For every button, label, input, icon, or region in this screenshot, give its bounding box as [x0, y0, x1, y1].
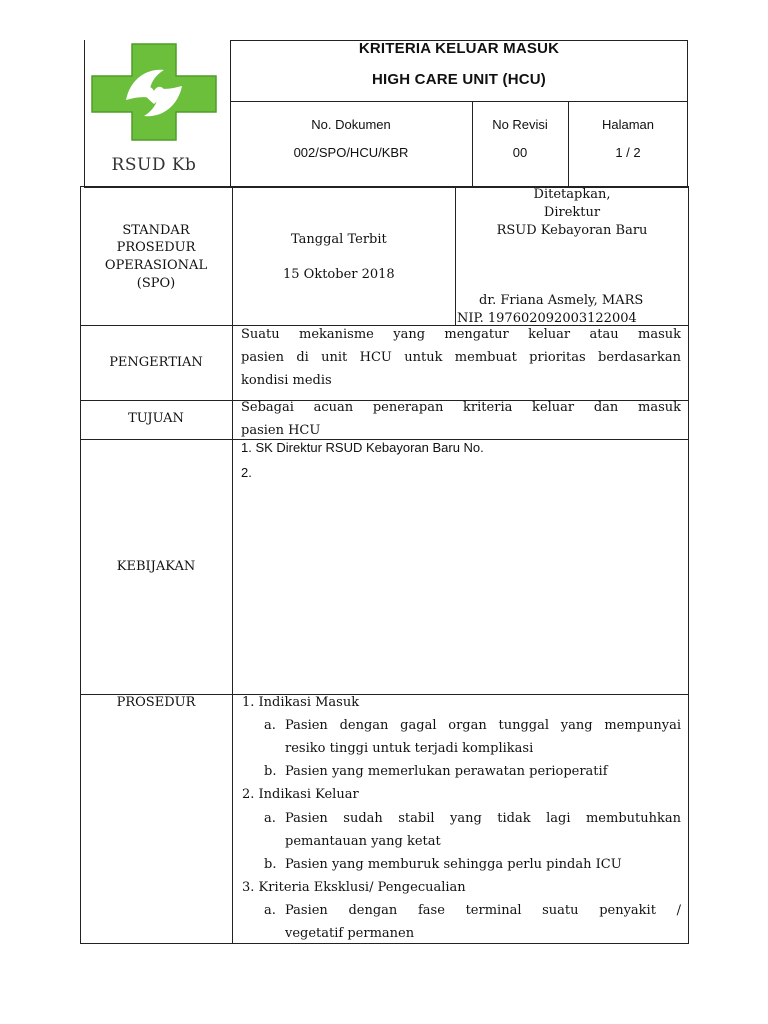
list-marker: a.: [264, 718, 276, 733]
spo-label-line: STANDAR: [122, 223, 190, 238]
section-heading: 3. Kriteria Eksklusi/ Pengecualian: [242, 880, 466, 895]
list-item: pemantauan yang ketat: [285, 834, 441, 849]
approval-line: Ditetapkan,: [533, 187, 611, 202]
list-marker: b.: [264, 764, 277, 779]
list-marker: a.: [264, 903, 276, 918]
issue-date-value: 15 Oktober 2018: [283, 267, 395, 282]
issue-date-label: Tanggal Terbit: [291, 232, 387, 247]
hospital-logo: [90, 42, 218, 142]
page-value: 1 / 2: [615, 145, 641, 160]
list-item: Pasien dengan gagal organ tunggal yang mempunyai: [285, 718, 681, 733]
list-marker: b.: [264, 857, 277, 872]
list-item: Pasien dengan fase terminal suatu penyakit /: [285, 903, 681, 918]
list-marker: a.: [264, 811, 276, 826]
text-line: Sebagai acuan penerapan kriteria keluar dan masuk: [241, 400, 681, 415]
page-label: Halaman: [601, 117, 655, 132]
text-line: kondisi medis: [241, 373, 332, 388]
signer-nip: NIP. 197602092003122004: [457, 311, 637, 326]
section-heading: 1. Indikasi Masuk: [242, 695, 360, 710]
list-item: Pasien yang memburuk sehingga perlu pindah ICU: [285, 857, 622, 872]
kebijakan-label: KEBIJAKAN: [116, 559, 196, 574]
spo-label-line: OPERASIONAL: [104, 258, 208, 273]
list-item: vegetatif permanen: [285, 926, 415, 941]
list-item: 1. SK Direktur RSUD Kebayoran Baru No.: [241, 440, 484, 455]
list-item: Pasien sudah stabil yang tidak lagi membutuhkan: [285, 811, 681, 826]
document-title-line2: HIGH CARE UNIT (HCU): [372, 71, 546, 88]
spo-label-line: (SPO): [136, 276, 176, 291]
doc-number-value: 002/SPO/HCU/KBR: [293, 145, 409, 160]
doc-number-label: No. Dokumen: [311, 117, 391, 132]
text-line: pasien di unit HCU untuk membuat prioritas berdasarkan: [241, 350, 681, 365]
hospital-name: RSUD Kb: [111, 155, 197, 175]
list-item: 2.: [241, 465, 252, 480]
tujuan-label: TUJUAN: [128, 411, 184, 426]
list-item: resiko tinggi untuk terjadi komplikasi: [285, 741, 534, 756]
approval-line: RSUD Kebayoran Baru: [496, 223, 648, 238]
prosedur-label: PROSEDUR: [116, 695, 196, 710]
text-line: pasien HCU: [241, 423, 321, 438]
pengertian-label: PENGERTIAN: [109, 355, 203, 370]
document-title-line1: KRITERIA KELUAR MASUK: [358, 40, 560, 57]
section-heading: 2. Indikasi Keluar: [242, 787, 359, 802]
medical-cross-icon: [90, 42, 218, 142]
revision-label: No Revisi: [492, 117, 548, 132]
text-line: Suatu mekanisme yang mengatur keluar atau masuk: [241, 327, 681, 342]
signer-name: dr. Friana Asmely, MARS: [479, 293, 644, 308]
spo-label-line: PROSEDUR: [116, 240, 196, 255]
list-item: Pasien yang memerlukan perawatan perioperatif: [285, 764, 608, 779]
revision-value: 00: [512, 145, 528, 160]
approval-line: Direktur: [543, 205, 601, 220]
